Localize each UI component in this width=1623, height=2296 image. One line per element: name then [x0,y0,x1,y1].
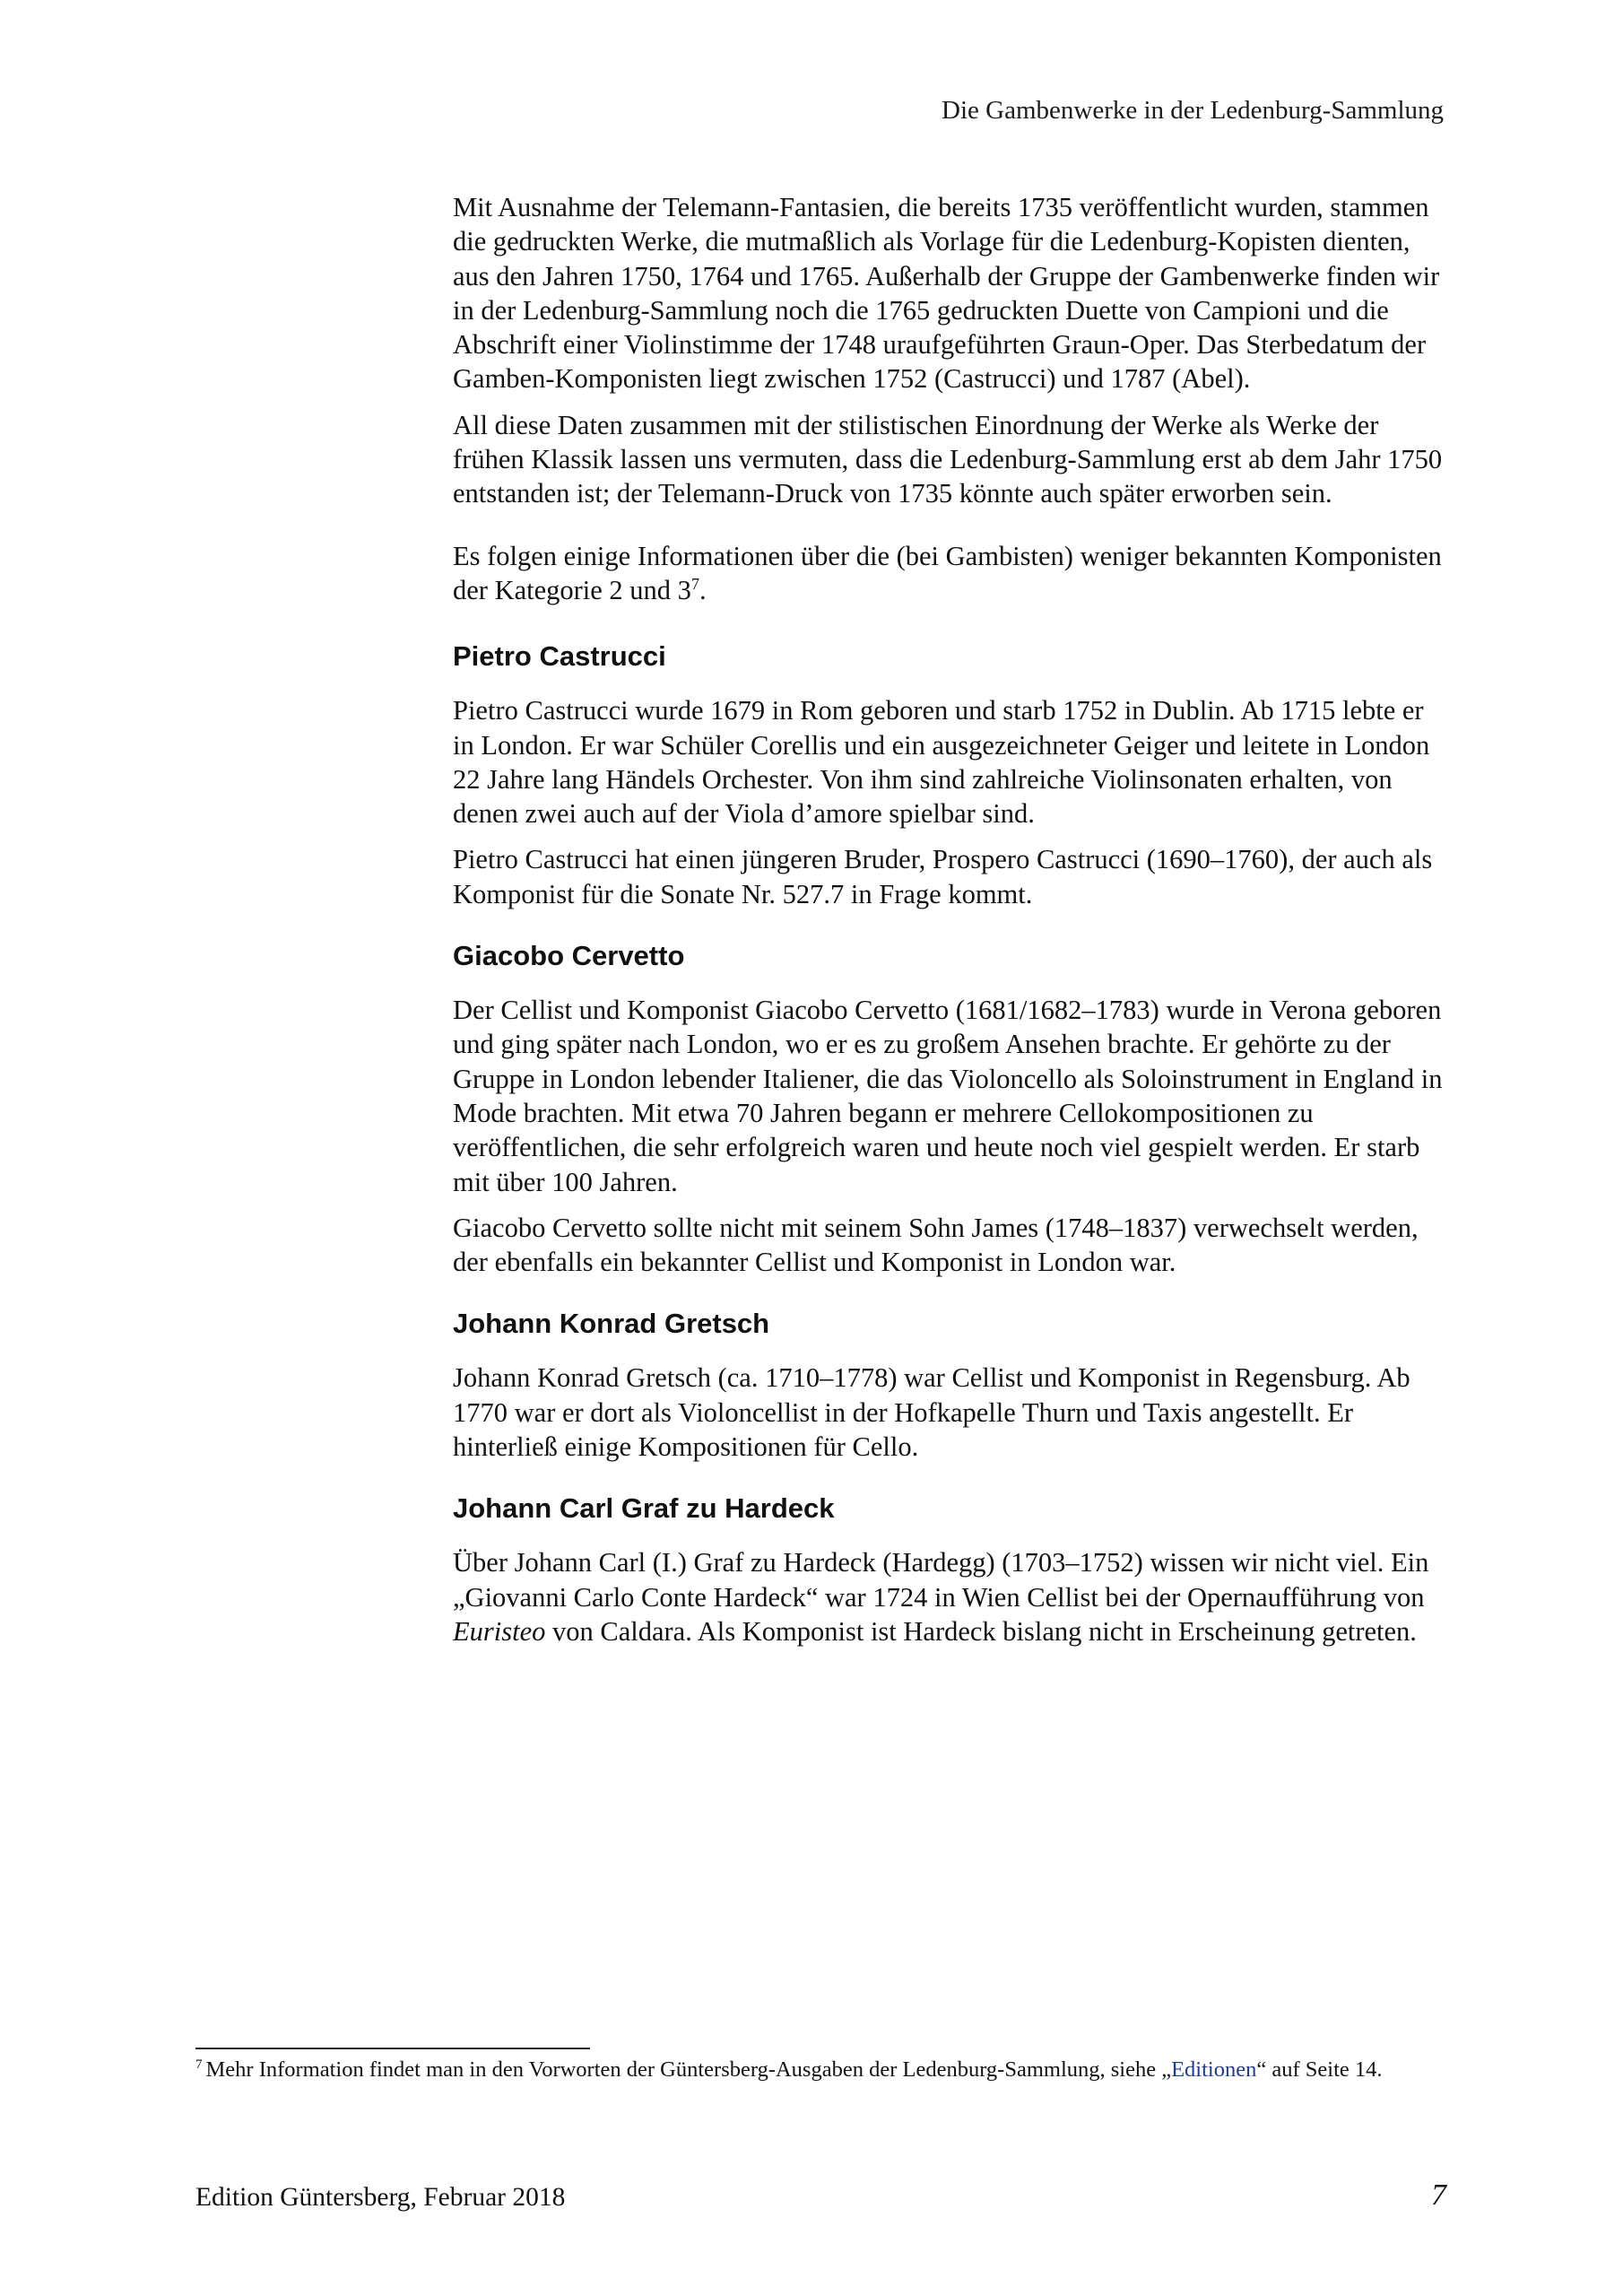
footnote [195,2056,1451,2084]
section-heading-gretsch: Johann Konrad Gretsch [453,1308,770,1340]
paragraph: Giacobo Cervetto sollte nicht mit seinem Sohn James (1748–1837) verwechselt werden, der ebenfalls ein bekannter Cellist und Komponist in London war. [453,1212,1419,1278]
paragraph [453,1545,1444,1648]
editionen-link[interactable]: Editionen [1171,2057,1257,2082]
paragraph-text: Es folgen einige Informationen über die (bei Gambisten) weniger bekannten Komponisten der Kategorie 2 und 3 [453,540,1442,605]
paragraph-end: . [699,574,707,605]
footnote-text: “ auf Seite 14. [1256,2057,1383,2082]
paragraph: Pietro Castrucci hat einen jüngeren Bruder, Prospero Castrucci (1690–1760), der auch als Komponist für die Sonate Nr. 527.7 in Frage kommt. [453,844,1433,909]
paragraph [453,539,1444,608]
paragraph: Johann Konrad Gretsch (ca. 1710–1778) war Cellist und Komponist in Regensburg. Ab 1770 war er dort als Violoncellist in der Hofkapelle Thurn und Taxis angestellt. Er hinterließ einige Kompositionen für Cello. [453,1362,1410,1463]
paragraph-text: von Caldara. Als Komponist ist Hardeck bislang nicht in Erscheinung getreten. [545,1615,1417,1647]
paragraph: All diese Daten zusammen mit der stilistischen Einordnung der Werke als Werke der frühen Klassik lassen uns vermuten, dass die Ledenburg-Sammlung erst ab dem Jahr 1750 entstanden ist; der Telemann-Druck von 1735 könnte auch später erworben sein. [453,409,1443,509]
paragraph: Der Cellist und Komponist Giacobo Cervetto (1681/1682–1783) wurde in Verona geboren und ging später nach London, wo er es zu großem Ansehen brachte. Er gehörte zu der Gruppe in London lebender Italiener, die das Violoncello als Soloinstrument in England in Mode brachten. Mit etwa 70 Jahren begann er mehrere Cellokompositionen zu veröffentlichen, die sehr erfolgreich waren und heute noch viel gespielt werden. Er starb mit über 100 Jahren. [453,995,1443,1197]
section-heading-hardeck: Johann Carl Graf zu Hardeck [453,1492,835,1525]
footnote-text: Mehr Information findet man in den Vorworten der Güntersberg-Ausgaben der Ledenburg-Sammlung, siehe „ [205,2057,1172,2082]
footer-publisher: Edition Güntersberg, Februar 2018 [195,2183,566,2212]
work-title: Euristeo [453,1615,546,1647]
section-heading-cervetto: Giacobo Cervetto [453,940,685,972]
footnote-reference[interactable]: 7 [690,574,699,593]
running-header: Die Gambenwerke in der Ledenburg-Sammlung [942,96,1444,125]
paragraph-text: Über Johann Carl (I.) Graf zu Hardeck (Hardegg) (1703–1752) wissen wir nicht viel. Ein „Giovanni Carlo Conte Hardeck“ war 1724 in Wien Cellist bei der Opernaufführung von [453,1547,1429,1613]
paragraph: Pietro Castrucci wurde 1679 in Rom geboren und starb 1752 in Dublin. Ab 1715 lebte er in London. Er war Schüler Corellis und ein ausgezeichneter Geiger und leitete in London 22 Jahre lang Händels Orchester. Von ihm sind zahlreiche Violinsonaten erhalten, von denen zwei auch auf der Viola d’amore spielbar sind. [453,695,1430,830]
page-number: 7 [1431,2179,1446,2212]
footnote-number: 7 [195,2057,203,2072]
section-heading-castrucci: Pietro Castrucci [453,640,666,673]
footnote-separator [195,2048,590,2049]
paragraph: Mit Ausnahme der Telemann-Fantasien, die bereits 1735 veröffentlicht wurden, stammen die gedruckten Werke, die mutmaßlich als Vorlage für die Ledenburg-Kopisten dienten, aus den Jahren 1750, 1764 und 1765. Außerhalb der Gruppe der Gambenwerke finden wir in der Ledenburg-Sammlung noch die 1765 gedruckten Duette von Campioni und die Abschrift einer Violinstimme der 1748 uraufgeführten Graun-Oper. Das Sterbedatum der Gamben-Komponisten liegt zwischen 1752 (Castrucci) und 1787 (Abel). [453,192,1440,395]
main-text [453,190,1444,1660]
